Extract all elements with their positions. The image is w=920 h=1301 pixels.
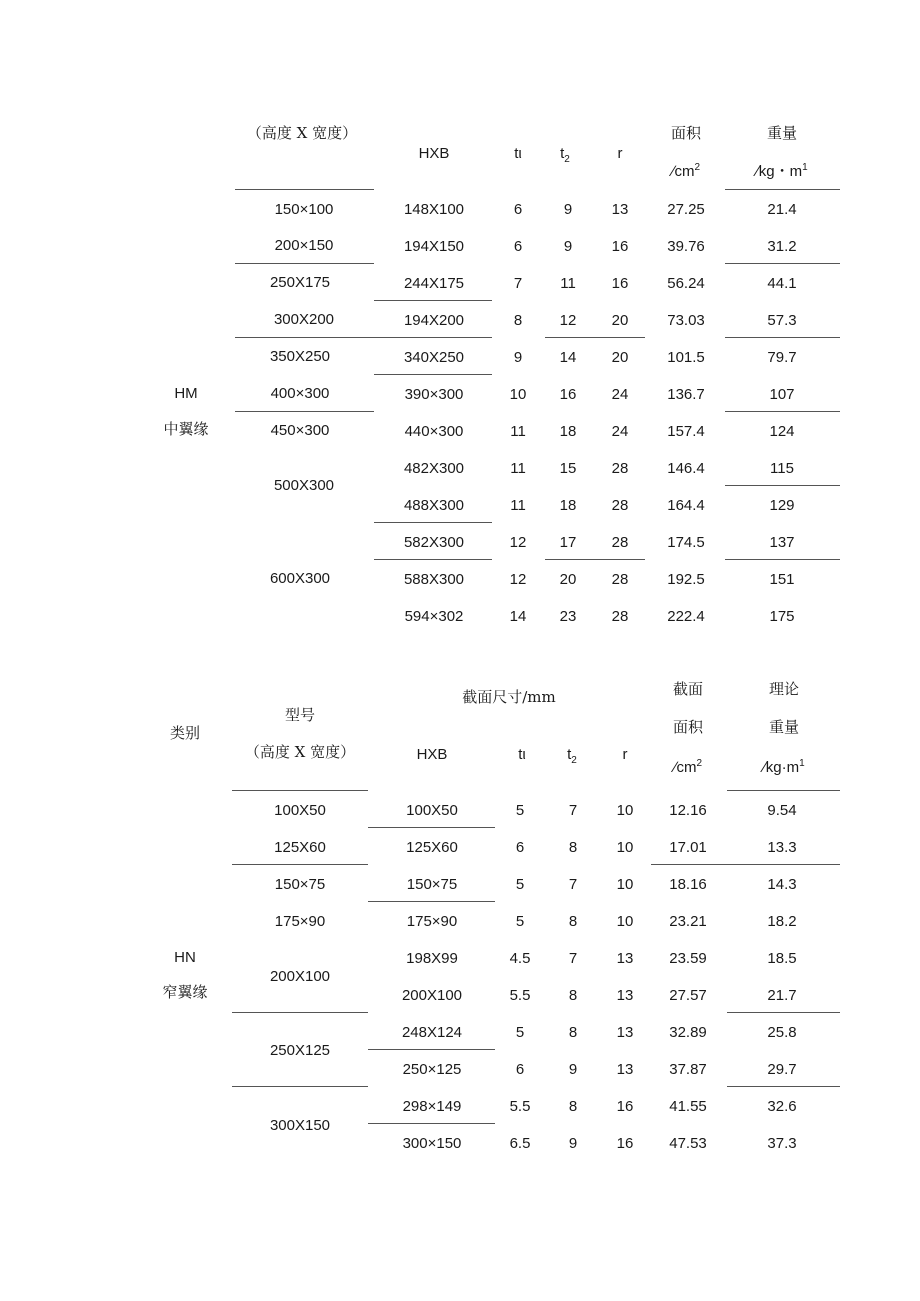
cell-weight: 175 [769, 608, 795, 625]
cell-t2: 8 [568, 913, 578, 930]
area-header: 面积 [670, 124, 702, 142]
cell-t2: 8 [568, 839, 578, 856]
cell-t2: 7 [568, 876, 578, 893]
model-cell: 200×150 [274, 237, 334, 254]
cell-t2: 9 [568, 1135, 578, 1152]
cell-r: 24 [611, 423, 629, 440]
cell-weight: 107 [769, 386, 795, 403]
cell-hxb: 488X300 [403, 497, 465, 514]
cell-weight: 129 [769, 497, 795, 514]
cell-hxb: 248X124 [401, 1024, 463, 1041]
cell-hxb: 250×125 [402, 1061, 462, 1078]
cell-hxb: 390×300 [404, 386, 464, 403]
cell-hxb: 244X175 [403, 275, 465, 292]
rule [725, 559, 840, 560]
cell-hxb: 198X99 [406, 950, 458, 967]
category-name: 中翼缘 [163, 420, 209, 438]
area-header-2: 面积 [672, 718, 704, 736]
cell-t1: 11 [510, 423, 526, 440]
cell-hxb: 482X300 [403, 460, 465, 477]
cell-t2: 15 [559, 460, 577, 477]
rule [725, 189, 840, 190]
cell-r: 10 [616, 802, 634, 819]
cell-hxb: 200X100 [401, 987, 463, 1004]
rule [374, 300, 492, 301]
t2-header: $t_2$ [560, 145, 570, 165]
cell-r: 10 [616, 913, 634, 930]
rule [545, 559, 645, 560]
cell-t2: 18 [559, 423, 577, 440]
area-header: 截面 [672, 680, 704, 698]
cell-weight: 18.5 [767, 950, 797, 967]
cell-t1: 8 [513, 312, 523, 329]
cell-weight: 29.7 [767, 1061, 797, 1078]
cell-area: 73.03 [667, 312, 705, 329]
cell-t1: 5 [515, 913, 525, 930]
r-header: r [622, 746, 628, 763]
cell-weight: 25.8 [767, 1024, 797, 1041]
cell-t2: 8 [568, 1024, 578, 1041]
t1-header: tι [518, 746, 526, 763]
cell-area: 27.25 [667, 201, 705, 218]
cell-weight: 18.2 [767, 913, 797, 930]
cell-r: 13 [616, 987, 634, 1004]
cell-t1: 5 [515, 876, 525, 893]
cell-t2: 20 [559, 571, 577, 588]
cell-area: 12.16 [669, 802, 707, 819]
cell-r: 16 [611, 238, 629, 255]
cell-t2: 17 [559, 534, 577, 551]
cell-r: 28 [611, 571, 629, 588]
cell-t2: 7 [568, 802, 578, 819]
rule [235, 411, 374, 412]
weight-header: 理论 [768, 680, 800, 698]
cell-hxb: 125X60 [406, 839, 458, 856]
cell-r: 28 [611, 497, 629, 514]
cell-t2: 7 [568, 950, 578, 967]
cell-r: 10 [616, 839, 634, 856]
cell-weight: 14.3 [767, 876, 797, 893]
cell-weight: 124 [769, 423, 795, 440]
rule [368, 827, 495, 828]
cell-t2: 12 [559, 312, 577, 329]
size-header: （高度 X 宽度） [246, 124, 358, 142]
cell-weight: 44.1 [767, 275, 797, 292]
cell-area: 37.87 [669, 1061, 707, 1078]
cell-r: 16 [616, 1098, 634, 1115]
cell-r: 10 [616, 876, 634, 893]
rule [727, 1086, 840, 1087]
category-header: 类别 [169, 724, 201, 742]
cell-r: 28 [611, 608, 629, 625]
cell-hxb: 588X300 [403, 571, 465, 588]
cell-weight: 13.3 [767, 839, 797, 856]
cell-hxb: 194X200 [403, 312, 465, 329]
cell-t1: 4.5 [509, 950, 531, 967]
rule [725, 485, 840, 486]
rule [651, 864, 840, 865]
cell-r: 24 [611, 386, 629, 403]
weight-unit: ∕kg・$m^1$ [756, 162, 808, 180]
cell-area: 47.53 [669, 1135, 707, 1152]
cell-t1: 11 [510, 460, 526, 477]
cell-t2: 9 [563, 201, 573, 218]
rule [725, 337, 840, 338]
cell-weight: 137 [769, 534, 795, 551]
rule [374, 522, 492, 523]
cell-t1: 5 [515, 802, 525, 819]
cell-t1: 9 [513, 349, 523, 366]
cell-hxb: 148X100 [403, 201, 465, 218]
model-cell: 150×75 [274, 876, 326, 893]
model-cell: 100X50 [274, 802, 326, 819]
rule [368, 1123, 495, 1124]
section-dims-header: 截面尺寸∕mm [462, 688, 556, 706]
cell-weight: 9.54 [767, 802, 797, 819]
cell-area: 164.4 [667, 497, 705, 514]
cell-area: 23.59 [669, 950, 707, 967]
cell-weight: 79.7 [767, 349, 797, 366]
rule [374, 374, 492, 375]
cell-t1: 12 [509, 571, 527, 588]
cell-hxb: 150×75 [406, 876, 458, 893]
cell-area: 18.16 [669, 876, 707, 893]
cell-hxb: 440×300 [404, 423, 464, 440]
cell-t2: 23 [559, 608, 577, 625]
cell-t1: 11 [510, 497, 526, 514]
cell-t1: 6 [513, 201, 523, 218]
rule [235, 337, 492, 338]
cell-t1: 14 [509, 608, 527, 625]
cell-hxb: 594×302 [404, 608, 464, 625]
cell-t1: 6 [515, 1061, 525, 1078]
cell-t1: 12 [509, 534, 527, 551]
cell-weight: 37.3 [767, 1135, 797, 1152]
cell-area: 101.5 [667, 349, 705, 366]
cell-area: 41.55 [669, 1098, 707, 1115]
cell-r: 13 [616, 1061, 634, 1078]
cell-area: 32.89 [669, 1024, 707, 1041]
rule [232, 1012, 368, 1013]
cell-t1: 5.5 [509, 1098, 531, 1115]
cell-t1: 6 [513, 238, 523, 255]
cell-hxb: 298×149 [402, 1098, 462, 1115]
cell-area: 157.4 [667, 423, 705, 440]
cell-hxb: 300×150 [402, 1135, 462, 1152]
cell-r: 20 [611, 312, 629, 329]
cell-weight: 32.6 [767, 1098, 797, 1115]
cell-weight: 21.7 [767, 987, 797, 1004]
cell-hxb: 100X50 [406, 802, 458, 819]
model-cell: 125X60 [274, 839, 326, 856]
rule [727, 790, 840, 791]
cell-weight: 31.2 [767, 238, 797, 255]
model-cell: 200X100 [269, 968, 331, 985]
cell-t1: 10 [509, 386, 527, 403]
cell-hxb: 194X150 [403, 238, 465, 255]
rule [368, 1049, 495, 1050]
model-cell: 600X300 [269, 570, 331, 587]
cell-area: 146.4 [667, 460, 705, 477]
weight-header: 重量 [766, 124, 798, 142]
cell-t2: 14 [559, 349, 577, 366]
cell-area: 56.24 [667, 275, 705, 292]
cell-hxb: 582X300 [403, 534, 465, 551]
t1-header: tι [514, 145, 522, 162]
cell-area: 17.01 [669, 839, 707, 856]
cell-area: 136.7 [667, 386, 705, 403]
rule [725, 411, 840, 412]
model-cell: 300X200 [273, 311, 335, 328]
cell-r: 13 [616, 1024, 634, 1041]
model-header: 型号 [284, 706, 316, 724]
rule [235, 263, 374, 264]
model-cell: 150×100 [274, 201, 334, 218]
cell-hxb: 340X250 [403, 349, 465, 366]
cell-area: 23.21 [669, 913, 707, 930]
category-code: HN [174, 949, 196, 966]
cell-weight: 115 [770, 460, 794, 477]
cell-weight: 151 [769, 571, 795, 588]
t2-header: $t_2$ [567, 746, 577, 766]
cell-weight: 21.4 [767, 201, 797, 218]
cell-t2: 9 [563, 238, 573, 255]
cell-area: 39.76 [667, 238, 705, 255]
rule [235, 189, 374, 190]
weight-header-2: 重量 [768, 718, 800, 736]
rule [232, 864, 368, 865]
cell-t2: 11 [560, 275, 576, 292]
cell-weight: 57.3 [767, 312, 797, 329]
cell-r: 13 [611, 201, 629, 218]
model-cell: 175×90 [274, 913, 326, 930]
cell-t1: 6.5 [509, 1135, 531, 1152]
model-cell: 250X125 [269, 1042, 331, 1059]
model-cell: 350X250 [269, 348, 331, 365]
cell-r: 20 [611, 349, 629, 366]
rule [368, 901, 495, 902]
cell-t1: 7 [513, 275, 523, 292]
size-header: （高度 X 宽度） [244, 743, 356, 761]
cell-t2: 8 [568, 987, 578, 1004]
cell-r: 28 [611, 534, 629, 551]
rule [545, 337, 645, 338]
cell-t2: 18 [559, 497, 577, 514]
cell-t1: 6 [515, 839, 525, 856]
rule [374, 559, 492, 560]
rule [232, 1086, 368, 1087]
model-cell: 450×300 [270, 422, 330, 439]
cell-r: 13 [616, 950, 634, 967]
model-cell: 400×300 [270, 385, 330, 402]
hxb-header: HXB [416, 746, 448, 763]
weight-unit: $∕kg\cdot m^1$ [763, 758, 805, 776]
hxb-header: HXB [418, 145, 450, 162]
model-cell: 500X300 [273, 477, 335, 494]
model-cell: 250X175 [269, 274, 331, 291]
cell-area: 27.57 [669, 987, 707, 1004]
rule [727, 1012, 840, 1013]
cell-t2: 9 [568, 1061, 578, 1078]
cell-r: 16 [616, 1135, 634, 1152]
cell-area: 222.4 [667, 608, 705, 625]
cell-t2: 8 [568, 1098, 578, 1115]
rule [725, 263, 840, 264]
cell-area: 192.5 [667, 571, 705, 588]
cell-r: 16 [611, 275, 629, 292]
model-cell: 300X150 [269, 1117, 331, 1134]
category-name: 窄翼缘 [162, 983, 208, 1001]
area-unit: $∕cm^2$ [673, 758, 703, 776]
cell-hxb: 175×90 [406, 913, 458, 930]
category-code: HM [174, 385, 198, 402]
rule [232, 790, 368, 791]
r-header: r [617, 145, 623, 162]
cell-t2: 16 [559, 386, 577, 403]
cell-r: 28 [611, 460, 629, 477]
area-unit: $∕cm^2$ [671, 162, 701, 180]
cell-t1: 5 [515, 1024, 525, 1041]
cell-area: 174.5 [667, 534, 705, 551]
cell-t1: 5.5 [509, 987, 531, 1004]
